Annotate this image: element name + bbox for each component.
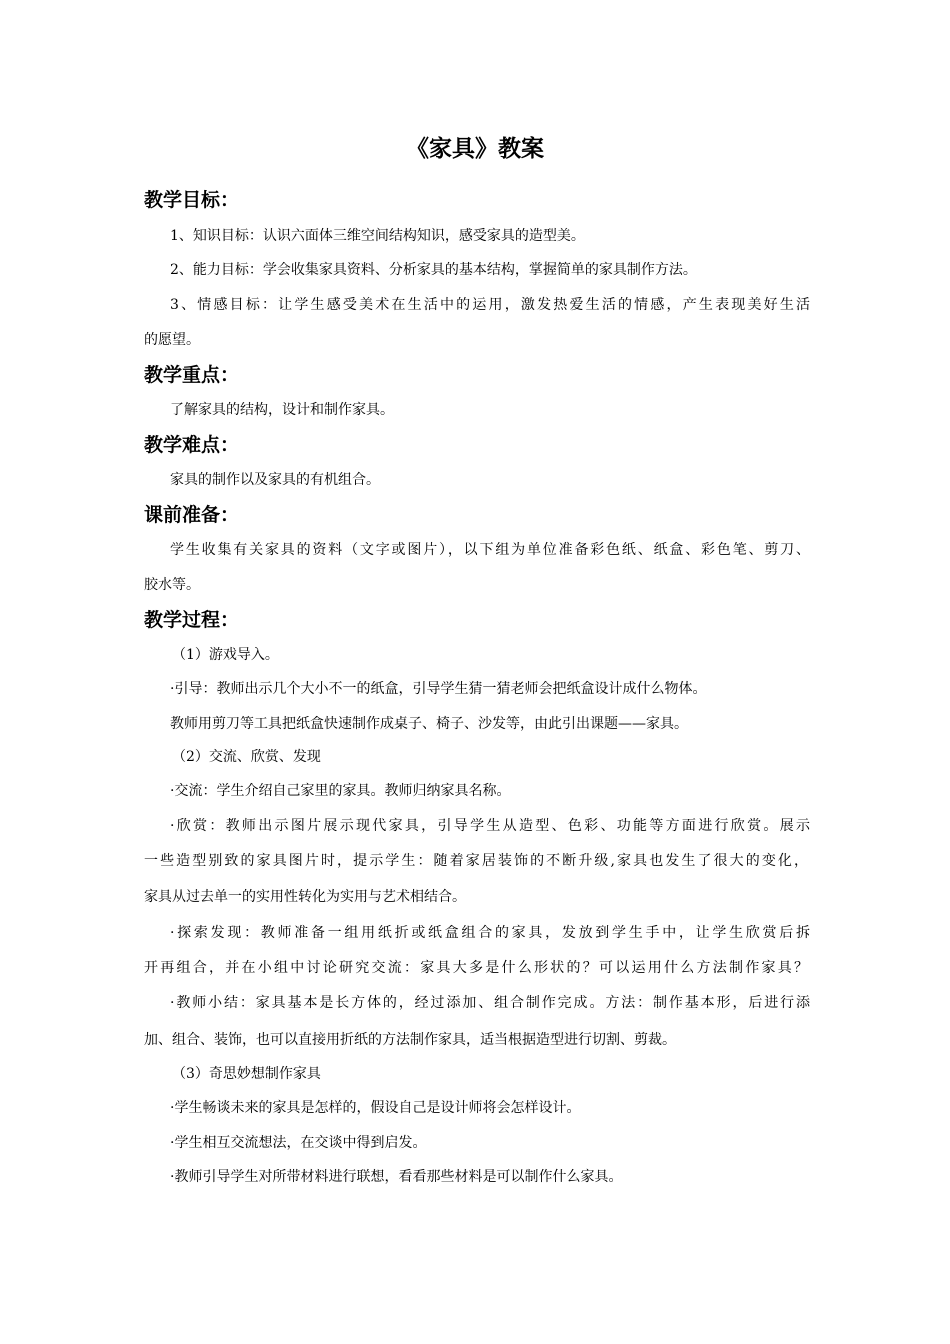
section-heading-process: 教学过程： [144, 609, 240, 631]
process-line: 教师用剪刀等工具把纸盒快速制作成桌子、椅子、沙发等，由此引出课题——家具。 [170, 716, 688, 732]
process-line: ·学生相互交流想法，在交谈中得到启发。 [170, 1135, 427, 1151]
objective-line: 3、情感目标：让学生感受美术在生活中的运用，激发热爱生活的情感，产生表现美好生活 [170, 297, 810, 313]
process-line: （3）奇思妙想制作家具 [172, 1066, 321, 1082]
section-heading-preparation: 课前准备： [144, 504, 240, 526]
process-line: 家具从过去单一的实用性转化为实用与艺术相结合。 [144, 889, 466, 905]
process-line: ·引导：教师出示几个大小不一的纸盒，引导学生猜一猜老师会把纸盒设计成什么物体。 [170, 681, 707, 697]
process-line: （1）游戏导入。 [172, 647, 279, 663]
document-title: 《家具》教案 [406, 136, 544, 162]
process-line: ·探索发现：教师准备一组用纸折或纸盒组合的家具，发放到学生手中，让学生欣赏后拆 [170, 925, 810, 941]
objective-line: 1、知识目标：认识六面体三维空间结构知识，感受家具的造型美。 [170, 228, 585, 244]
preparation-line: 学生收集有关家具的资料（文字或图片），以下组为单位准备彩色纸、纸盒、彩色笔、剪刀、 [170, 542, 810, 558]
process-line: ·欣赏：教师出示图片展示现代家具，引导学生从造型、色彩、功能等方面进行欣赏。展示 [170, 818, 810, 834]
key-point-line: 了解家具的结构，设计和制作家具。 [170, 402, 394, 418]
process-line: ·教师引导学生对所带材料进行联想，看看那些材料是可以制作什么家具。 [170, 1169, 623, 1185]
preparation-line: 胶水等。 [144, 577, 200, 593]
process-line: 一些造型别致的家具图片时，提示学生：随着家居装饰的不断升级,家具也发生了很大的变化， [144, 853, 808, 869]
process-line: ·交流：学生介绍自己家里的家具。教师归纳家具名称。 [170, 783, 511, 799]
difficulty-line: 家具的制作以及家具的有机组合。 [170, 472, 380, 488]
process-line: 加、组合、装饰，也可以直接用折纸的方法制作家具，适当根据造型进行切割、剪裁。 [144, 1032, 676, 1048]
process-line: ·学生畅谈未来的家具是怎样的，假设自己是设计师将会怎样设计。 [170, 1100, 581, 1116]
section-heading-difficulties: 教学难点： [144, 434, 240, 456]
section-heading-objectives: 教学目标： [144, 189, 240, 211]
process-line: （2）交流、欣赏、发现 [172, 749, 321, 765]
process-line: ·教师小结：家具基本是长方体的，经过添加、组合制作完成。方法：制作基本形，后进行添 [170, 995, 810, 1011]
objective-line: 的愿望。 [144, 332, 200, 348]
objective-line: 2、能力目标：学会收集家具资料、分析家具的基本结构，掌握简单的家具制作方法。 [170, 262, 697, 278]
section-heading-key-points: 教学重点： [144, 364, 240, 386]
process-line: 开再组合，并在小组中讨论研究交流：家具大多是什么形状的？可以运用什么方法制作家具？ [144, 960, 808, 976]
